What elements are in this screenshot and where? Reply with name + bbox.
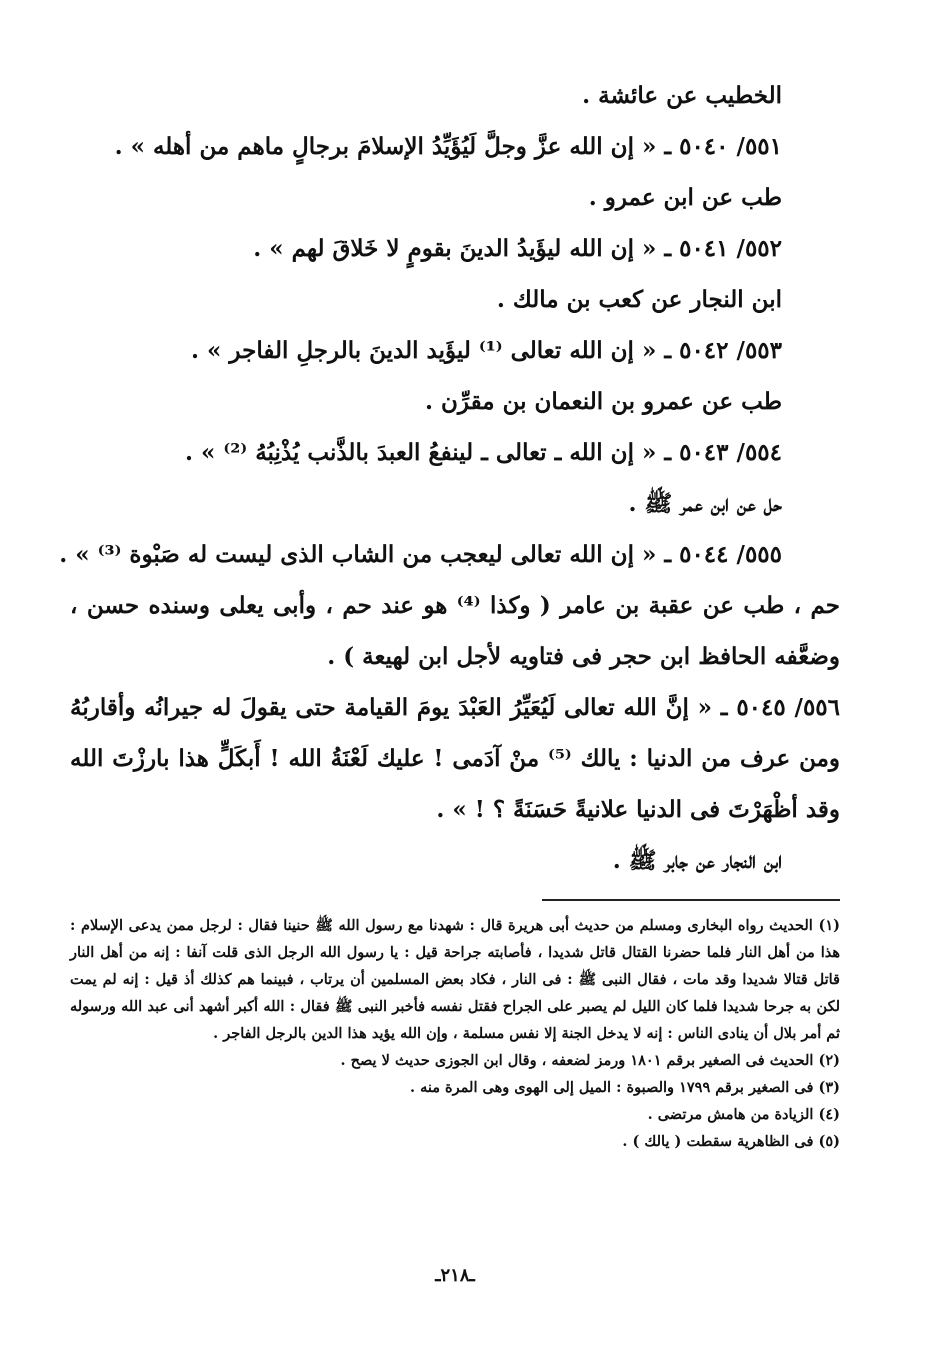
hadith-text — [59, 70, 841, 886]
footnote-2: (٢) الحديث فى الصغير برقم ١٨٠١ ورمز لضعفه ، وقال ابن الجوزى حديث لا يصح . — [340, 1052, 840, 1069]
source-line: ابن النجار عن كعب بن مالك . — [496, 286, 782, 313]
hadith-553: ٥٥٣/ ٥٠٤٢ ـ « إن الله تعالى ⁽¹⁾ ليؤَيد الدينَ بالرجلِ الفاجر » . — [191, 337, 782, 364]
source-paragraph: حم ، طب عن عقبة بن عامر ( وكذا ⁽⁴⁾ هو عند حم ، وأبى يعلى وسنده حسن ، وضعَّفه الحافظ ابن حجر فى فتاويه لأجل ابن لهيعة ) . — [70, 592, 841, 670]
source-line: ابن النجار عن جابر ﷺ . — [612, 847, 782, 874]
hadith-556: ٥٥٦/ ٥٠٤٥ ـ « إنَّ الله تعالى لَيُعَيِّرُ العَبْدَ يومَ القيامة حتى يقولَ له جيرانُه وأقاربُهُ ومن عرف من الدنيا : يالك ⁽⁵⁾ منْ آدَمى ! عليك لَعْنَةُ الله ! أَبكَلٍّ هذا بارزْتَ الله وقد أظْهَرْتَ فى الدنيا علانيةً حَسَنَةً ؟ ! » . — [70, 694, 840, 823]
hadith-555: ٥٥٥/ ٥٠٤٤ ـ « إن الله تعالى ليعجب من الشاب الذى ليست له صَبْوة ⁽³⁾ » . — [59, 541, 782, 568]
source-line: طب عن عمرو بن النعمان بن مقرِّن . — [425, 388, 782, 415]
footnote-divider — [542, 899, 840, 901]
footnote-4: (٤) الزيادة من هامش مرتضى . — [647, 1106, 840, 1123]
footnote-5: (٥) فى الظاهرية سقطت ( يالك ) . — [622, 1133, 840, 1150]
document-page — [59, 70, 841, 1300]
footnote-1: (١) الحديث رواه البخارى ومسلم من حديث أبى هريرة قال : شهدنا مع رسول الله ﷺ حنينا فقال : لرجل ممن يدعى الإسلام : هذا من أهل النار فلما حضرنا القتال قاتل شديدا ، فأصابته جراحة قيل : يا رسول الله الرجل الذى قلت آنفا : إنه من أهل النار قاتل قتالا شديدا وقد مات ، فقال النبى ﷺ : فى النار ، فكاد بعض المسلمين أن يرتاب ، فبينما هم كذلك أذ قيل : إنه لم يمت لكن به جرحا شديدا فلما كان الليل لم يصبر على الجراح فقتل نفسه فأخبر النبى ﷺ فقال : الله أكبر أشهد أنى عبد الله ورسوله ثم أمر بلال أن ينادى الناس : إنه لا يدخل الجنة إلا نفس مسلمة ، وإن الله يؤيد هذا الدين بالرجل الفاجر . — [70, 917, 840, 1042]
footnote-3: (٣) فى الصغير برقم ١٧٩٩ والصبوة : الميل إلى الهوى وهى المرة منه . — [409, 1079, 840, 1096]
entry-line: الخطيب عن عائشة . — [582, 82, 782, 109]
source-line: حل عن ابن عمر ﷺ . — [628, 490, 782, 517]
hadith-552: ٥٥٢/ ٥٠٤١ ـ « إن الله ليؤَيدُ الدينَ بقومٍ لا خَلاقَ لهم » . — [253, 235, 782, 262]
footnotes — [70, 912, 840, 1155]
source-line: طب عن ابن عمرو . — [588, 184, 782, 211]
hadith-551: ٥٥١/ ٥٠٤٠ ـ « إن الله عزَّ وجلَّ لَيُؤَيِّدُ الإسلامَ برجالٍ ماهم من أهله » . — [114, 133, 782, 160]
hadith-554: ٥٥٤/ ٥٠٤٣ ـ « إن الله ـ تعالى ـ لينفعُ العبدَ بالذَّنب يُذْنِبُهُ ⁽²⁾ » . — [185, 439, 782, 466]
page-number: ـ٢١٨ـ — [435, 1265, 475, 1286]
